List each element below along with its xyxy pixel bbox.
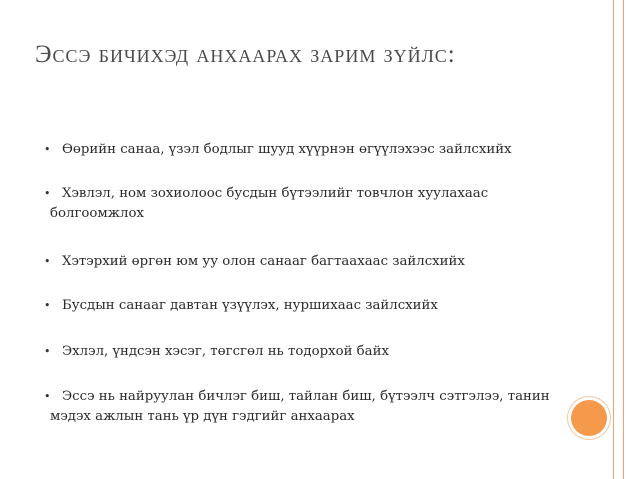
bullet-item	[30, 252, 550, 272]
bullet-item	[30, 342, 550, 362]
bullet-text: Бусдын санааг давтан үзүүлэх, нуршихаас зайлсхийх	[62, 298, 438, 313]
decor-circle	[571, 400, 607, 436]
bullet-text: Өөрийн санаа, үзэл бодлыг шууд хүүрнэн өгүүлэхээс зайлсхийх	[62, 142, 512, 157]
bullet-item	[30, 184, 550, 224]
bullet-text: Эссэ нь найруулан бичлэг биш, тайлан биш, бүтээлч сэтгэлээ, танин мэдэх ажлын тань үр дүн гэдгийг анхаарах	[50, 389, 550, 424]
bullet-text: Хэтэрхий өргөн юм уу олон санааг багтаахаас зайлсхийх	[62, 254, 465, 269]
bullet-marker: •	[44, 390, 51, 403]
bullet-item	[30, 387, 550, 427]
bullet-item	[30, 140, 550, 160]
bullet-item	[30, 296, 550, 316]
bullet-marker: •	[44, 187, 51, 200]
bullet-marker: •	[44, 345, 51, 358]
bullet-marker: •	[44, 299, 51, 312]
decor-line-right	[623, 0, 624, 479]
decor-line-left	[613, 0, 614, 479]
bullet-text: Хэвлэл, ном зохиолоос бусдын бүтээлийг товчлон хуулахаас болгоомжлох	[50, 186, 489, 221]
slide-title: Эссэ бичихэд анхаарах зарим зүйлс:	[35, 41, 456, 68]
bullet-marker: •	[44, 143, 51, 156]
bullet-marker: •	[44, 255, 51, 268]
bullet-text: Эхлэл, үндсэн хэсэг, төгсгөл нь тодорхой байх	[62, 344, 389, 359]
